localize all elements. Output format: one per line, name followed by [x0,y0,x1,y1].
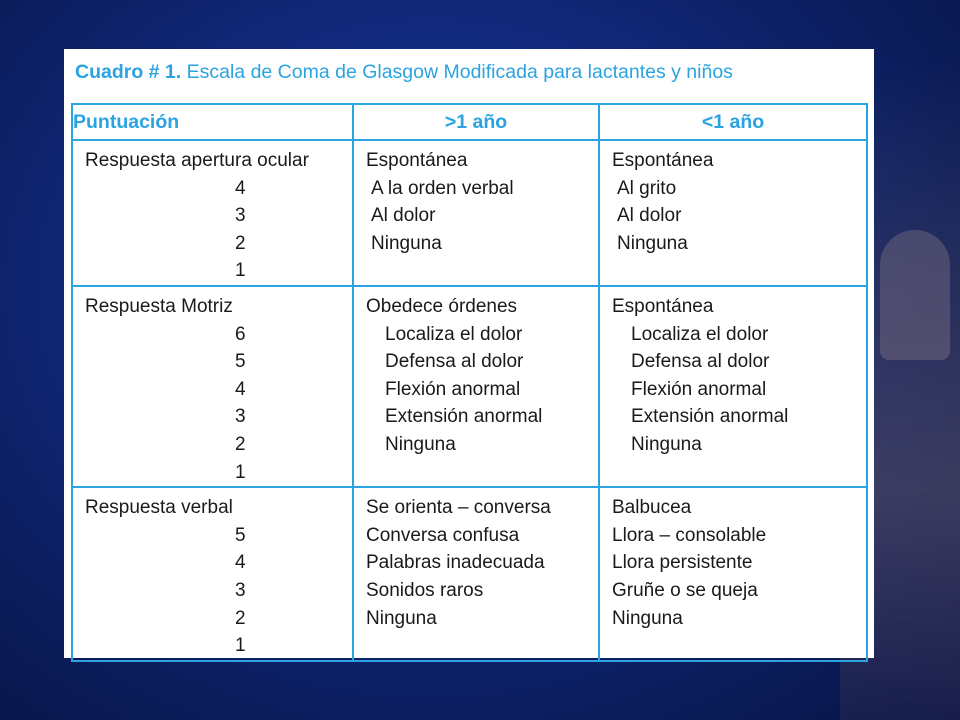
response-item: Ninguna [371,232,442,254]
response-item: Ninguna [366,607,437,629]
background-figure [880,230,950,360]
score-value: 2 [235,232,246,254]
score-value: 5 [235,351,246,373]
score-value: 4 [235,378,246,400]
response-item: Extensión anormal [385,406,543,428]
cell-over1-verbal [353,487,599,661]
section-label: Respuesta Motriz [85,295,233,317]
score-value: 1 [235,260,246,282]
score-value: 4 [235,177,246,199]
response-first: Se orienta – conversa [366,497,551,519]
response-first: Obedece órdenes [366,295,518,317]
score-value: 4 [235,552,246,574]
score-value: 2 [235,607,246,629]
table-slide [64,49,874,658]
response-item: Flexión anormal [385,378,521,400]
response-item: Conversa confusa [366,524,520,546]
response-item: Localiza el dolor [385,323,523,345]
cell-score-ocular [72,140,353,286]
response-first: Espontánea [366,150,468,171]
response-item: Al grito [617,177,677,199]
response-item: Ninguna [617,232,688,254]
caption-title: Escala de Coma de Glasgow Modificada para lactantes y niños [181,61,733,83]
score-value: 2 [235,433,246,455]
response-first: Espontánea [612,295,714,317]
response-item: Defensa al dolor [385,351,524,373]
cell-under1-motriz [599,286,867,487]
response-item: A la orden verbal [371,177,514,199]
glasgow-table [71,103,868,662]
response-item: Palabras inadecuada [366,552,545,574]
header-over-1: >1 año [353,104,599,140]
cell-over1-motriz [353,286,599,487]
score-value: 6 [235,323,246,345]
score-value: 3 [235,406,246,428]
response-item: Ninguna [385,433,456,455]
response-item: Extensión anormal [631,406,789,428]
table-header-row [72,104,867,140]
header-under-1: <1 año [599,104,867,140]
section-label: Respuesta verbal [85,497,233,519]
response-item: Defensa al dolor [631,351,770,373]
score-value: 3 [235,205,246,227]
cell-under1-ocular [599,140,867,286]
table-row-ocular [72,140,867,286]
response-first: Balbucea [612,497,692,519]
response-item: Ninguna [631,433,702,455]
response-item: Al dolor [617,205,682,227]
section-label: Respuesta apertura ocular [85,150,309,171]
response-item: Flexión anormal [631,378,767,400]
response-first: Espontánea [612,150,714,171]
score-value: 3 [235,579,246,601]
response-item: Sonidos raros [366,579,484,601]
response-item: Ninguna [612,607,683,629]
score-value: 1 [235,461,246,483]
header-puntuacion: Puntuación [72,104,353,140]
response-item: Localiza el dolor [631,323,769,345]
response-item: Llora – consolable [612,524,767,546]
table-row-verbal [72,487,867,661]
response-item: Al dolor [371,205,436,227]
score-value: 1 [235,635,246,657]
cell-score-motriz [72,286,353,487]
cell-under1-verbal [599,487,867,661]
cell-score-verbal [72,487,353,661]
score-value: 5 [235,524,246,546]
response-item: Gruñe o se queja [612,579,758,601]
table-row-motriz [72,286,867,487]
response-item: Llora persistente [612,552,753,574]
table-caption [75,61,733,84]
caption-number: Cuadro # 1. [75,61,182,83]
cell-over1-ocular [353,140,599,286]
